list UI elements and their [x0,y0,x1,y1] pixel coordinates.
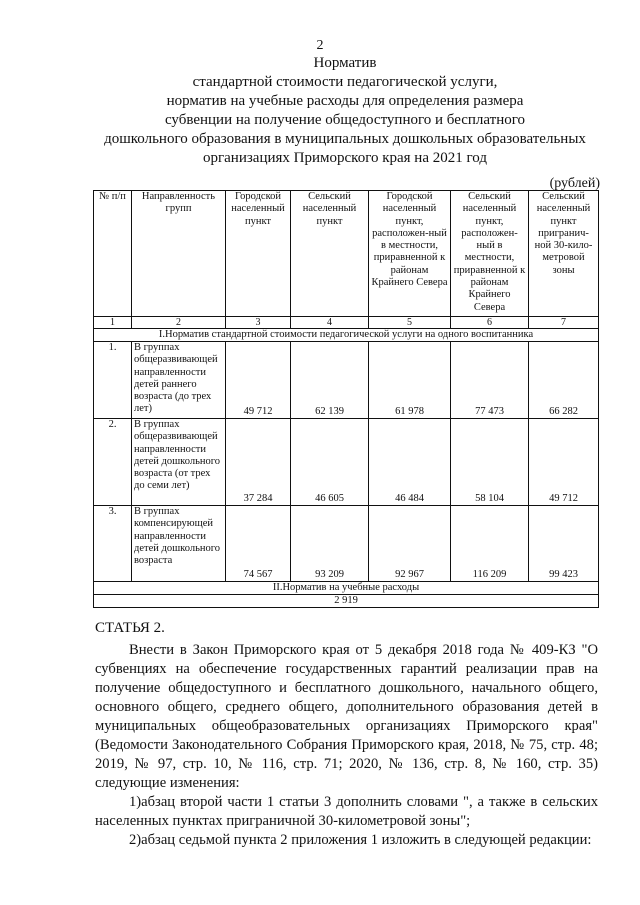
header-cell: Сельский населенный пункт пригранич-ной 30-кило-метровой зоны [529,191,599,317]
title-line: дошкольного образования в муниципальных дошкольных образовательных [104,131,586,147]
section-row [94,582,599,595]
units-label: (рублей) [549,176,600,191]
header-cell: Городской населенный пункт, расположен-ный в местности, приравненной к районам Крайнего Севера [369,191,451,317]
value-cell: 46 605 [291,419,369,506]
column-number: 7 [529,317,599,329]
table-row [94,419,599,506]
header-cell: № п/п [94,191,132,317]
section-title: II.Норматив на учебные расходы [94,582,599,595]
header-cell: Сельский населенный пункт, расположен-ный в местности, приравненной к районам Крайнего Севера [451,191,529,317]
value-cell: 49 712 [529,419,599,506]
table-header-row [94,191,599,317]
norm-table [93,190,599,608]
paragraph: 1)абзац второй части 1 статьи 3 дополнить словами ", а также в сельских населенных пунктах приграничной 30-километровой зоны"; [95,794,598,829]
article-body [95,641,598,850]
group-cell: В группах общеразвивающей направленности детей дошкольного возраста (от трех до семи лет) [132,419,226,506]
column-number: 4 [291,317,369,329]
column-number: 3 [226,317,291,329]
group-cell: В группах компенсирующей направленности детей дошкольного возраста [132,506,226,582]
value-cell: 49 712 [226,342,291,419]
group-cell: В группах общеразвивающей направленности детей раннего возраста (до трех лет) [132,342,226,419]
column-number-row [94,317,599,329]
section-value: 2 919 [94,595,599,608]
value-cell: 37 284 [226,419,291,506]
page-number: 2 [316,38,324,53]
header-cell: Направленность групп [132,191,226,317]
paragraph: Внести в Закон Приморского края от 5 декабря 2018 года № 409-КЗ "О субвенциях на обеспечение государственных гарантий реализации прав на получение общедоступного и бесплатного дошкольного, начального общего, основного общего, среднего общего, дополнительного образования детей в муниципальных общеобразовательных организациях Приморского края" (Ведомости Законодательного Собрания Приморского края, 2018, № 75, стр. 48; 2019, № 97, стр. 10, № 116, стр. 71; 2020, № 136, стр. 8, № 160, стр. 35) следующие изменения: [95,642,598,791]
title-line: стандартной стоимости педагогической услуги, [192,74,498,90]
column-number: 5 [369,317,451,329]
title-line: норматив на учебные расходы для определения размера [166,93,524,109]
row-number: 3. [94,506,132,582]
table-row [94,506,599,582]
value-cell: 92 967 [369,506,451,582]
section-row [94,329,599,342]
header-cell: Сельский населенный пункт [291,191,369,317]
column-number: 1 [94,317,132,329]
header-cell: Городской населенный пункт [226,191,291,317]
section-value-row [94,595,599,608]
value-cell: 74 567 [226,506,291,582]
value-cell: 66 282 [529,342,599,419]
paragraph: 2)абзац седьмой пункта 2 приложения 1 изложить в следующей редакции: [129,832,592,848]
title-line: Норматив [313,55,377,71]
value-cell: 116 209 [451,506,529,582]
value-cell: 77 473 [451,342,529,419]
section-title: I.Норматив стандартной стоимости педагогической услуги на одного воспитанника [94,329,599,342]
value-cell: 99 423 [529,506,599,582]
table-row [94,342,599,419]
row-number: 2. [94,419,132,506]
value-cell: 61 978 [369,342,451,419]
column-number: 2 [132,317,226,329]
article-heading: СТАТЬЯ 2. [95,620,165,636]
column-number: 6 [451,317,529,329]
row-number: 1. [94,342,132,419]
value-cell: 46 484 [369,419,451,506]
title-line: субвенции на получение общедоступного и бесплатного [164,112,526,128]
value-cell: 62 139 [291,342,369,419]
value-cell: 58 104 [451,419,529,506]
document-title [80,54,610,168]
value-cell: 93 209 [291,506,369,582]
title-line: организациях Приморского края на 2021 год [203,150,487,166]
